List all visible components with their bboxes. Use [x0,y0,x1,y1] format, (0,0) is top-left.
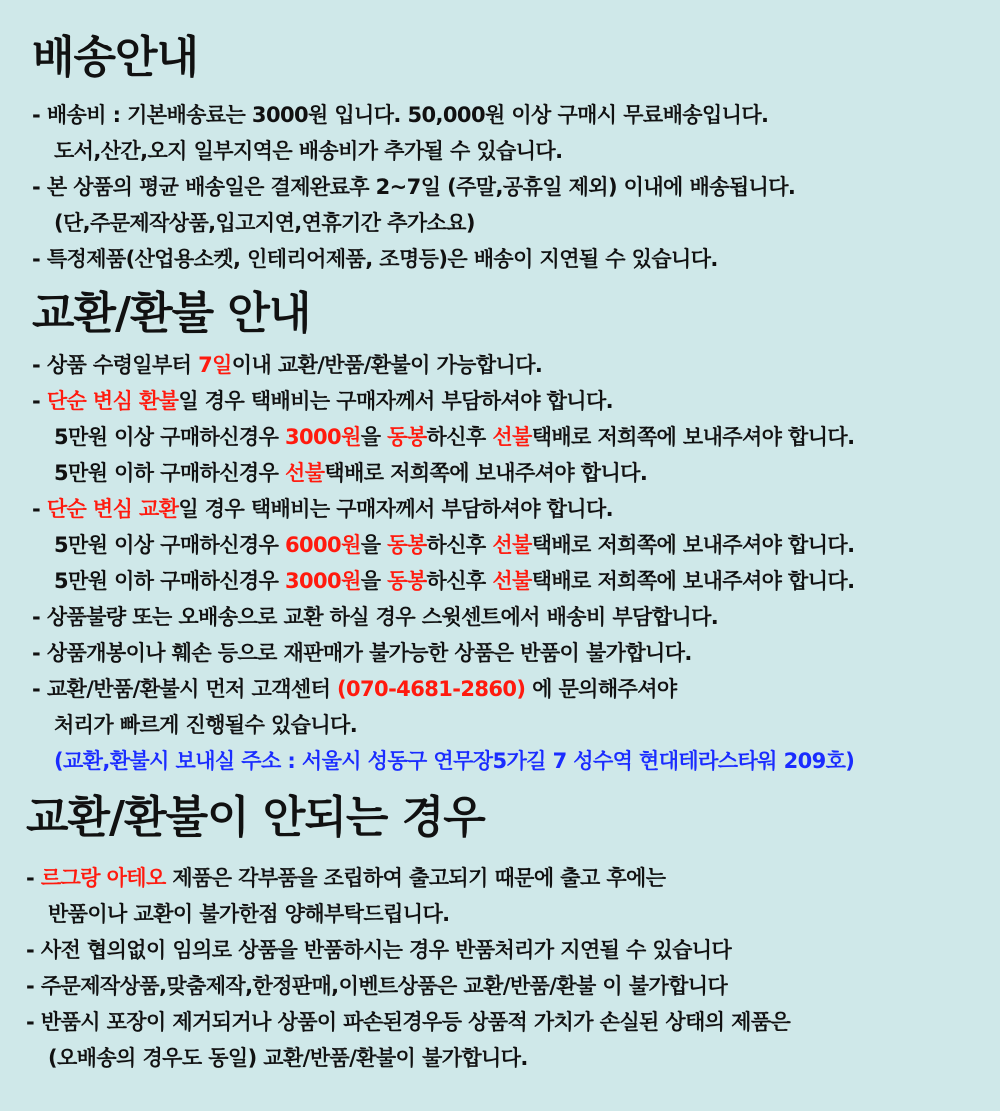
text: 을 [360,533,388,557]
shipping-line-2: 도서,산간,오지 일부지역은 배송비가 추가될 수 있습니다. [54,139,563,163]
highlight: 동봉 [387,425,427,449]
highlight: 선불 [492,425,532,449]
exchange-line-11: 처리가 빠르게 진행될수 있습니다. [54,713,358,737]
return-address: (교환,환불시 보내실 주소 : 서울시 성동구 연무장5가길 7 성수역 현대테라스타워 209호) [54,749,855,773]
shipping-line-4: (단,주문제작상품,입고지연,연휴기간 추가소요) [54,211,475,235]
exchange-line-2 [32,391,613,412]
text: 하신후 [426,425,493,449]
text: - [32,389,47,413]
shipping-title: 배송안내 [32,32,199,83]
no-exchange-line-1 [26,868,665,889]
no-exchange-line-5: - 반품시 포장이 제거되거나 상품이 파손된경우등 상품적 가치가 손실된 상태의 제품은 [26,1010,791,1034]
highlight: 선불 [492,533,532,557]
highlight: 7일 [198,353,232,377]
exchange-line-4 [54,463,647,484]
exchange-line-10 [32,679,677,700]
highlight: 단순 변심 환불 [46,389,179,413]
highlight: 르그랑 아테오 [40,866,166,890]
no-exchange-line-6: (오배송의 경우도 동일) 교환/반품/환불이 불가합니다. [48,1046,528,1070]
exchange-line-7 [54,571,855,592]
exchange-line-8: - 상품불량 또는 오배송으로 교환 하실 경우 스윗센트에서 배송비 부담합니다. [32,605,719,629]
text: 일 경우 택배비는 구매자께서 부담하셔야 합니다. [178,497,614,521]
highlight: 단순 변심 교환 [46,497,179,521]
text: 5만원 이하 구매하신경우 [54,569,286,593]
text: 하신후 [426,533,493,557]
text: 택배로 저희쪽에 보내주셔야 합니다. [531,533,855,557]
text: 5만원 이하 구매하신경우 [54,461,286,485]
highlight: 3000원 [285,425,361,449]
phone-number: (070-4681-2860) [337,677,526,701]
text: 을 [360,569,388,593]
text: 택배로 저희쪽에 보내주셔야 합니다. [531,569,855,593]
exchange-line-6 [54,535,855,556]
text: 일 경우 택배비는 구매자께서 부담하셔야 합니다. [178,389,614,413]
text: 이내 교환/반품/환불이 가능합니다. [231,353,543,377]
text: 택배로 저희쪽에 보내주셔야 합니다. [324,461,648,485]
no-exchange-line-3: - 사전 협의없이 임의로 상품을 반품하시는 경우 반품처리가 지연될 수 있습니다 [26,938,732,962]
exchange-line-3 [54,427,855,448]
exchange-line-1 [32,355,542,376]
highlight: 동봉 [387,569,427,593]
text: 택배로 저희쪽에 보내주셔야 합니다. [531,425,855,449]
text: 하신후 [426,569,493,593]
highlight: 선불 [492,569,532,593]
text: - [26,866,41,890]
exchange-line-9: - 상품개봉이나 훼손 등으로 재판매가 불가능한 상품은 반품이 불가합니다. [32,641,692,665]
no-exchange-line-4: - 주문제작상품,맞춤제작,한정판매,이벤트상품은 교환/반품/환불 이 불가합니다 [26,974,728,998]
highlight: 선불 [285,461,325,485]
text: 5만원 이상 구매하신경우 [54,533,286,557]
text: 에 문의해주셔야 [525,677,677,701]
text: 5만원 이상 구매하신경우 [54,425,286,449]
text: - 교환/반품/환불시 먼저 고객센터 [32,677,338,701]
highlight: 동봉 [387,533,427,557]
text: - 상품 수령일부터 [32,353,199,377]
text: 을 [360,425,388,449]
shipping-line-5: - 특정제품(산업용소켓, 인테리어제품, 조명등)은 배송이 지연될 수 있습니다. [32,247,718,271]
shipping-line-3: - 본 상품의 평균 배송일은 결제완료후 2~7일 (주말,공휴일 제외) 이내에 배송됩니다. [32,175,796,199]
exchange-title: 교환/환불 안내 [32,288,311,339]
highlight: 6000원 [285,533,361,557]
shipping-line-1: - 배송비 : 기본배송료는 3000원 입니다. 50,000원 이상 구매시 무료배송입니다. [32,103,769,127]
exchange-line-5 [32,499,613,520]
text: 제품은 각부품을 조립하여 출고되기 때문에 출고 후에는 [165,866,666,890]
no-exchange-title: 교환/환불이 안되는 경우 [26,792,485,843]
text: - [32,497,47,521]
no-exchange-line-2: 반품이나 교환이 불가한점 양해부탁드립니다. [48,902,450,926]
highlight: 3000원 [285,569,361,593]
